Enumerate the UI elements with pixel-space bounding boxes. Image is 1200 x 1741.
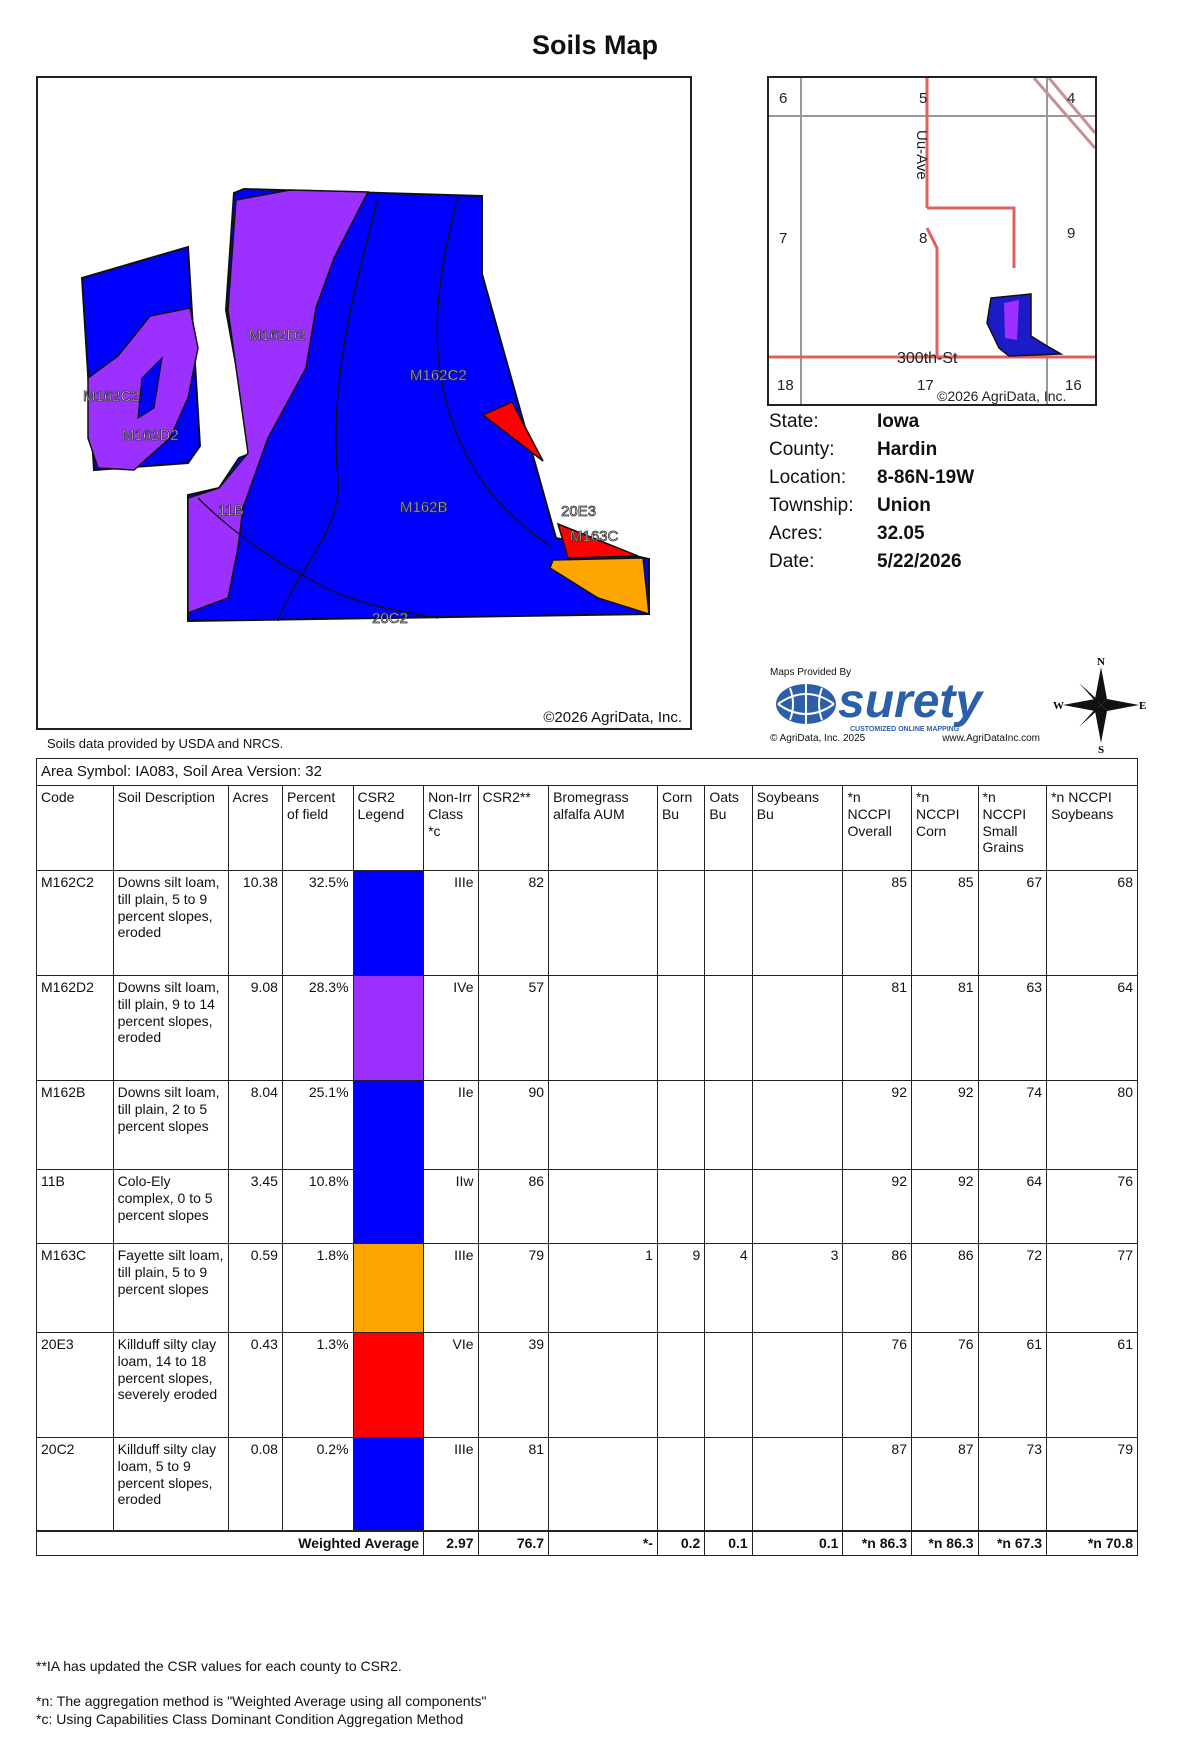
weighted-value: 76.7	[478, 1531, 549, 1555]
cell-cls: IIe	[424, 1081, 478, 1170]
road-label: 300th-St	[897, 350, 958, 367]
cell-code: M162B	[37, 1081, 114, 1170]
cell-oats	[705, 1438, 752, 1532]
cell-acres: 0.43	[228, 1333, 282, 1438]
section-number: 7	[779, 230, 788, 247]
column-header: Acres	[228, 786, 282, 871]
weighted-value: *-	[549, 1531, 658, 1555]
section-number: 17	[917, 377, 934, 394]
cell-pct: 10.8%	[282, 1170, 353, 1244]
cell-ov: 76	[843, 1333, 912, 1438]
cell-acres: 10.38	[228, 871, 282, 976]
surety-tagline: CUSTOMIZED ONLINE MAPPING	[850, 726, 960, 733]
cell-cls: IIIe	[424, 871, 478, 976]
section-number: 8	[919, 230, 928, 247]
table-row	[37, 1170, 1138, 1244]
section-number: 6	[779, 90, 788, 107]
map-label: M163C	[570, 528, 619, 545]
cell-ov: 81	[843, 976, 912, 1081]
table-row	[37, 1081, 1138, 1170]
cell-soy: 3	[752, 1244, 843, 1333]
cell-corn	[657, 976, 704, 1081]
csr2-legend-swatch	[353, 1170, 424, 1244]
surety-provided-by: Maps Provided By	[770, 667, 852, 678]
column-header: *n NCCPI Corn	[912, 786, 979, 871]
cell-ov: 85	[843, 871, 912, 976]
cell-corn: 9	[657, 1244, 704, 1333]
cell-ns: 77	[1047, 1244, 1138, 1333]
cell-acres: 3.45	[228, 1170, 282, 1244]
weighted-value: *n 86.3	[912, 1531, 979, 1555]
cell-sg: 74	[978, 1081, 1047, 1170]
cell-oats	[705, 1333, 752, 1438]
map-label: M162B	[400, 499, 448, 516]
cell-desc: Fayette silt loam, till plain, 5 to 9 percent slopes	[113, 1244, 228, 1333]
cell-oats	[705, 1170, 752, 1244]
cell-pct: 1.8%	[282, 1244, 353, 1333]
footnote: *n: The aggregation method is "Weighted Average using all components"	[36, 1693, 487, 1709]
column-header: Bromegrass alfalfa AUM	[549, 786, 658, 871]
cell-code: 20E3	[37, 1333, 114, 1438]
cell-soy	[752, 1333, 843, 1438]
cell-cls: IIw	[424, 1170, 478, 1244]
info-value: 8-86N-19W	[877, 467, 975, 488]
column-header: CSR2**	[478, 786, 549, 871]
csr2-legend-swatch	[353, 1244, 424, 1333]
cell-corn	[657, 1438, 704, 1532]
cell-ns: 80	[1047, 1081, 1138, 1170]
info-value: 32.05	[877, 523, 925, 544]
cell-ov: 86	[843, 1244, 912, 1333]
compass-n: N	[1097, 657, 1105, 668]
column-header: *n NCCPI Soybeans	[1047, 786, 1138, 871]
cell-cls: VIe	[424, 1333, 478, 1438]
compass-rose-icon	[1053, 657, 1149, 753]
cell-csr2: 86	[478, 1170, 549, 1244]
csr2-legend-swatch	[353, 1081, 424, 1170]
compass-s: S	[1098, 744, 1105, 753]
road-label: Uu-Ave	[913, 130, 930, 180]
cell-code: 11B	[37, 1170, 114, 1244]
column-header: Percent of field	[282, 786, 353, 871]
cell-cls: IVe	[424, 976, 478, 1081]
cell-sg: 61	[978, 1333, 1047, 1438]
surety-copyright: © AgriData, Inc. 2025	[770, 733, 866, 744]
cell-pct: 25.1%	[282, 1081, 353, 1170]
footnote: **IA has updated the CSR values for each county to CSR2.	[36, 1658, 402, 1674]
cell-pct: 0.2%	[282, 1438, 353, 1532]
column-header: Soil Description	[113, 786, 228, 871]
weighted-value: *n 67.3	[978, 1531, 1047, 1555]
table-row	[37, 1438, 1138, 1532]
info-label: State:	[769, 411, 819, 432]
cell-acres: 0.08	[228, 1438, 282, 1532]
cell-sg: 73	[978, 1438, 1047, 1532]
table-row	[37, 976, 1138, 1081]
cell-brome: 1	[549, 1244, 658, 1333]
cell-desc: Downs silt loam, till plain, 2 to 5 percent slopes	[113, 1081, 228, 1170]
cell-corn	[657, 1333, 704, 1438]
locator-copyright: ©2026 AgriData, Inc.	[937, 388, 1067, 404]
cell-corn	[657, 1170, 704, 1244]
cell-sg: 72	[978, 1244, 1047, 1333]
compass-w: W	[1053, 700, 1064, 712]
column-header: CSR2 Legend	[353, 786, 424, 871]
cell-ns: 64	[1047, 976, 1138, 1081]
cell-corn	[657, 871, 704, 976]
section-number: 18	[777, 377, 794, 394]
cell-brome	[549, 1438, 658, 1532]
surety-brand: surety	[838, 675, 983, 728]
surety-url: www.AgriDataInc.com	[942, 733, 1040, 744]
map-label: 20E3	[561, 503, 597, 520]
cell-soy	[752, 871, 843, 976]
info-value: Union	[877, 495, 931, 516]
column-header: Oats Bu	[705, 786, 752, 871]
info-value: Iowa	[877, 411, 920, 432]
cell-code: M162D2	[37, 976, 114, 1081]
map-label: M162C2	[83, 388, 140, 405]
globe-icon	[770, 678, 838, 726]
cell-brome	[549, 976, 658, 1081]
cell-csr2: 79	[478, 1244, 549, 1333]
cell-pct: 1.3%	[282, 1333, 353, 1438]
cell-desc: Killduff silty clay loam, 14 to 18 percent slopes, severely eroded	[113, 1333, 228, 1438]
cell-nc: 92	[912, 1081, 979, 1170]
column-header: Soybeans Bu	[752, 786, 843, 871]
cell-csr2: 81	[478, 1438, 549, 1532]
weighted-value: *n 86.3	[843, 1531, 912, 1555]
section-number: 4	[1067, 90, 1076, 107]
cell-nc: 76	[912, 1333, 979, 1438]
soil-map	[36, 76, 692, 730]
cell-ns: 79	[1047, 1438, 1138, 1532]
column-header: *n NCCPI Small Grains	[978, 786, 1047, 871]
cell-oats	[705, 976, 752, 1081]
property-info	[769, 408, 974, 576]
surety-logo	[770, 667, 1040, 747]
info-label: Township:	[769, 495, 854, 516]
table-row	[37, 1244, 1138, 1333]
table-row	[37, 871, 1138, 976]
cell-csr2: 57	[478, 976, 549, 1081]
cell-brome	[549, 1081, 658, 1170]
cell-cls: IIIe	[424, 1438, 478, 1532]
cell-code: M162C2	[37, 871, 114, 976]
column-header: *n NCCPI Overall	[843, 786, 912, 871]
column-header: Corn Bu	[657, 786, 704, 871]
cell-csr2: 90	[478, 1081, 549, 1170]
cell-acres: 9.08	[228, 976, 282, 1081]
compass-e: E	[1139, 700, 1147, 712]
table-row	[37, 1333, 1138, 1438]
cell-ns: 61	[1047, 1333, 1138, 1438]
cell-ns: 68	[1047, 871, 1138, 976]
cell-ov: 92	[843, 1081, 912, 1170]
cell-ov: 92	[843, 1170, 912, 1244]
cell-csr2: 39	[478, 1333, 549, 1438]
weighted-value: 0.1	[752, 1531, 843, 1555]
info-value: Hardin	[877, 439, 938, 460]
weighted-value: 0.2	[657, 1531, 704, 1555]
cell-acres: 8.04	[228, 1081, 282, 1170]
cell-corn	[657, 1081, 704, 1170]
weighted-value: 0.1	[705, 1531, 752, 1555]
weighted-value: 2.97	[424, 1531, 478, 1555]
cell-brome	[549, 1333, 658, 1438]
cell-pct: 28.3%	[282, 976, 353, 1081]
cell-desc: Colo-Ely complex, 0 to 5 percent slopes	[113, 1170, 228, 1244]
cell-acres: 0.59	[228, 1244, 282, 1333]
cell-nc: 92	[912, 1170, 979, 1244]
cell-nc: 85	[912, 871, 979, 976]
cell-nc: 86	[912, 1244, 979, 1333]
cell-cls: IIIe	[424, 1244, 478, 1333]
cell-code: M163C	[37, 1244, 114, 1333]
info-label: Date:	[769, 551, 815, 572]
csr2-legend-swatch	[353, 1438, 424, 1532]
section-number: 9	[1067, 225, 1076, 242]
csr2-legend-swatch	[353, 871, 424, 976]
locator-map	[767, 76, 1097, 406]
cell-brome	[549, 871, 658, 976]
cell-nc: 81	[912, 976, 979, 1081]
page-title: Soils Map	[531, 30, 659, 60]
map-label: M162C2	[410, 367, 467, 384]
info-label: Acres:	[769, 523, 823, 544]
cell-soy	[752, 1170, 843, 1244]
cell-ns: 76	[1047, 1170, 1138, 1244]
weighted-average-row	[37, 1531, 1138, 1555]
cell-ov: 87	[843, 1438, 912, 1532]
map-label: 11B	[218, 502, 244, 519]
cell-desc: Downs silt loam, till plain, 9 to 14 percent slopes, eroded	[113, 976, 228, 1081]
cell-brome	[549, 1170, 658, 1244]
cell-pct: 32.5%	[282, 871, 353, 976]
cell-sg: 67	[978, 871, 1047, 976]
cell-soy	[752, 976, 843, 1081]
cell-oats	[705, 871, 752, 976]
area-symbol: Area Symbol: IA083, Soil Area Version: 32	[37, 759, 1138, 786]
cell-sg: 63	[978, 976, 1047, 1081]
column-header: Non-Irr Class *c	[424, 786, 478, 871]
cell-csr2: 82	[478, 871, 549, 976]
usda-note: Soils data provided by USDA and NRCS.	[47, 736, 284, 751]
csr2-legend-swatch	[353, 1333, 424, 1438]
section-number: 16	[1065, 377, 1082, 394]
map-label: M162D2	[122, 427, 179, 444]
weighted-label: Weighted Average	[37, 1531, 424, 1555]
info-label: Location:	[769, 467, 847, 488]
map-copyright: ©2026 AgriData, Inc.	[543, 709, 682, 726]
cell-soy	[752, 1438, 843, 1532]
map-label: 20C2	[372, 610, 408, 627]
cell-oats	[705, 1081, 752, 1170]
map-label: M162D2	[249, 327, 306, 344]
soil-table	[36, 758, 1138, 1556]
cell-nc: 87	[912, 1438, 979, 1532]
cell-code: 20C2	[37, 1438, 114, 1532]
cell-oats: 4	[705, 1244, 752, 1333]
cell-desc: Downs silt loam, till plain, 5 to 9 percent slopes, eroded	[113, 871, 228, 976]
column-header: Code	[37, 786, 114, 871]
weighted-value: *n 70.8	[1047, 1531, 1138, 1555]
csr2-legend-swatch	[353, 976, 424, 1081]
footnote: *c: Using Capabilities Class Dominant Condition Aggregation Method	[36, 1711, 464, 1727]
cell-soy	[752, 1081, 843, 1170]
info-label: County:	[769, 439, 835, 460]
cell-desc: Killduff silty clay loam, 5 to 9 percent slopes, eroded	[113, 1438, 228, 1532]
section-number: 5	[919, 90, 928, 107]
cell-sg: 64	[978, 1170, 1047, 1244]
info-value: 5/22/2026	[877, 551, 962, 572]
